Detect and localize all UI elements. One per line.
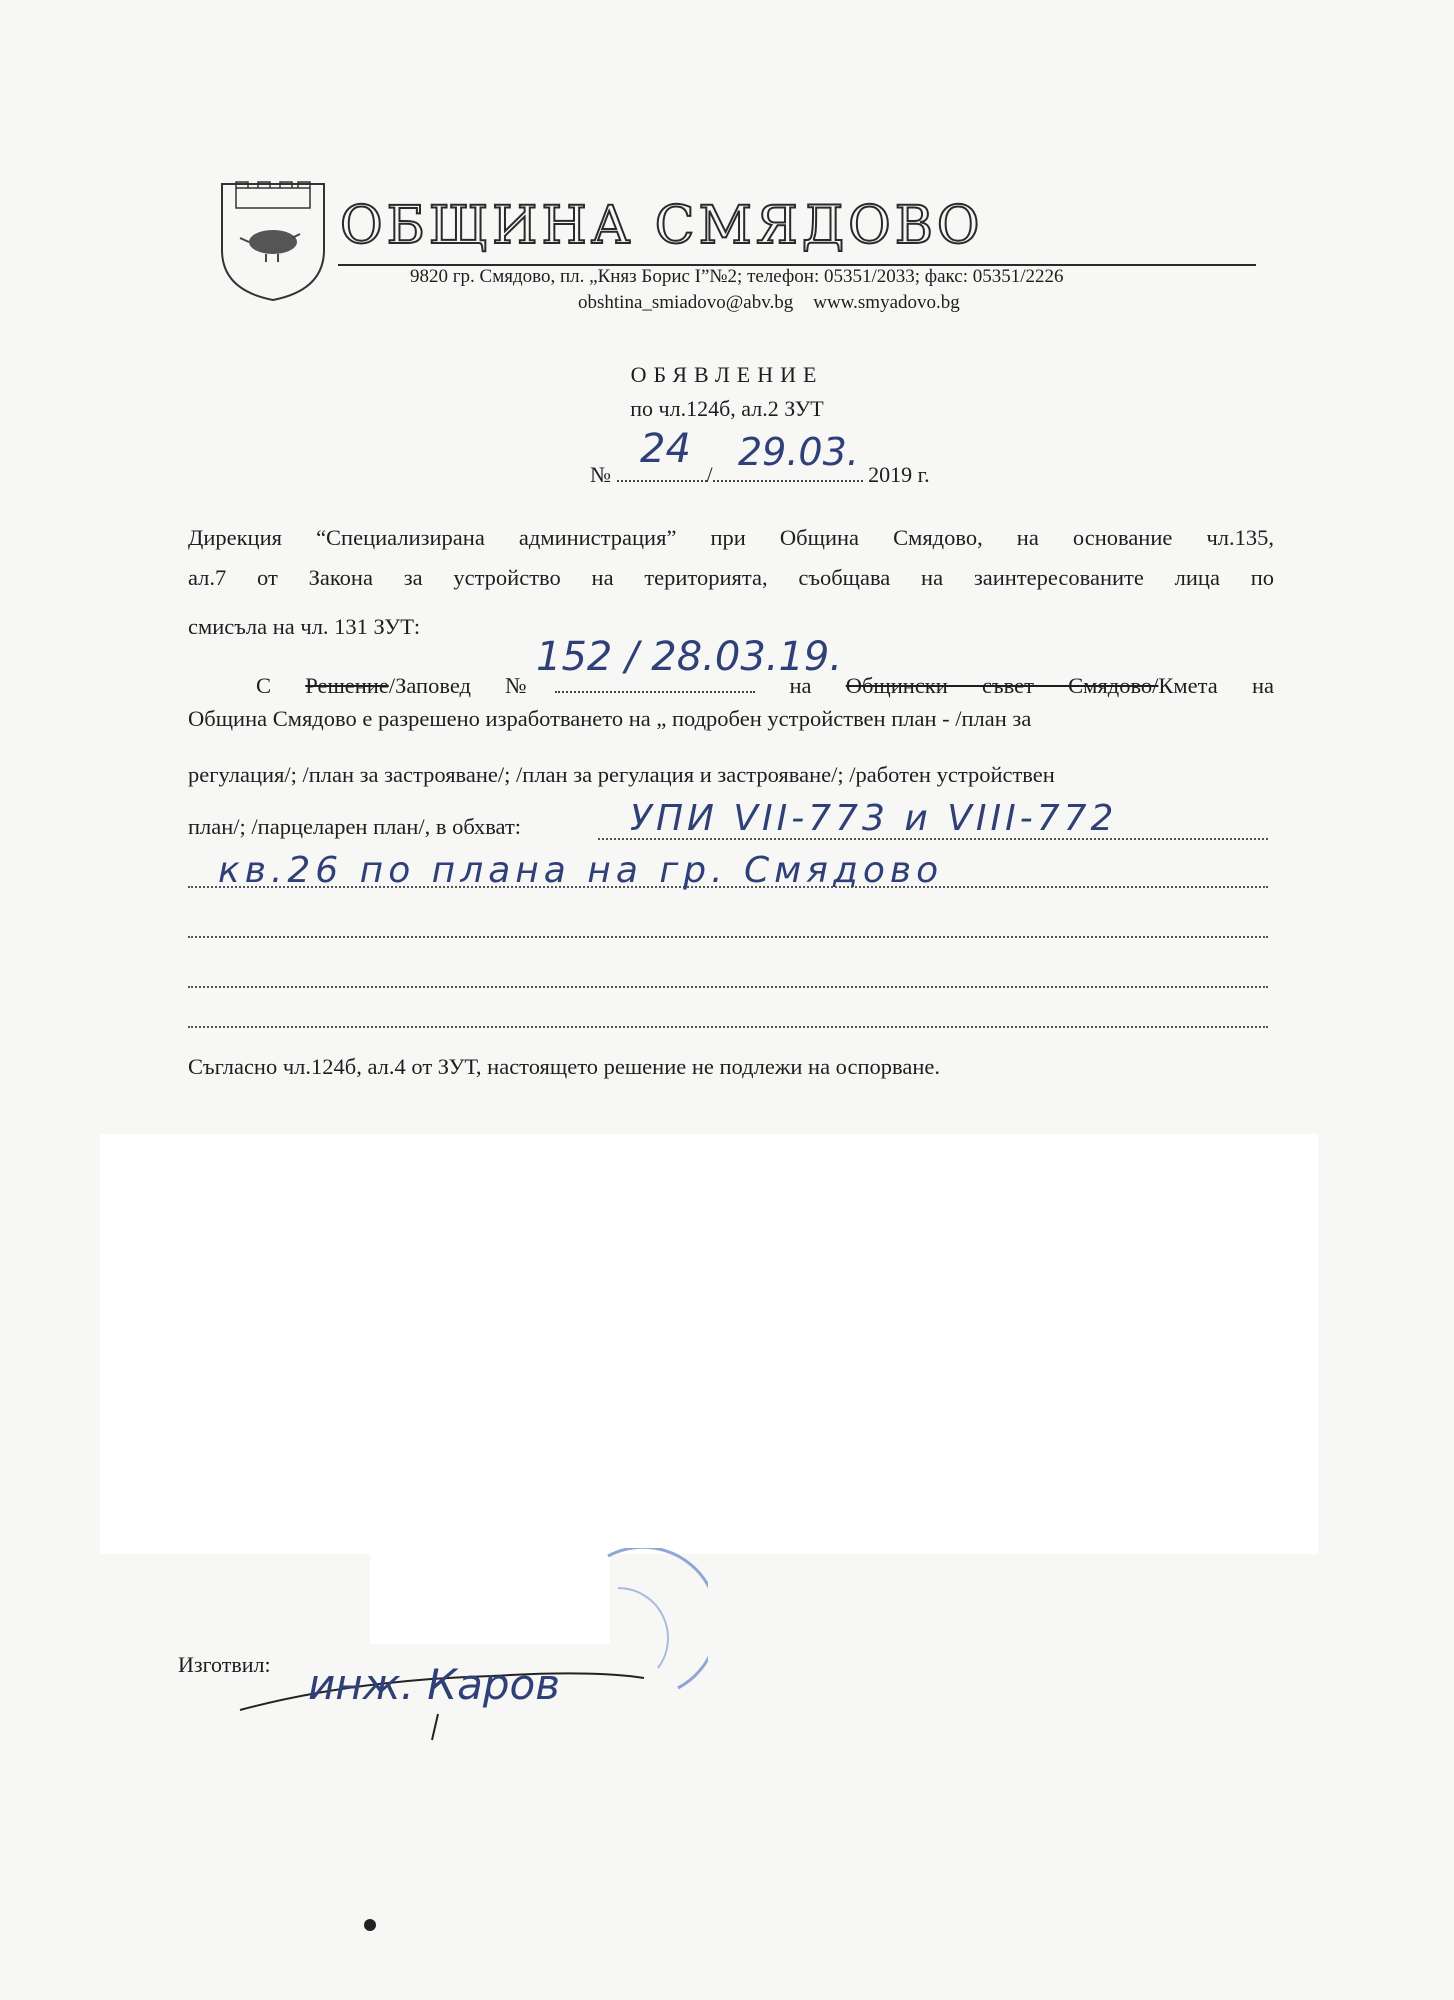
handwritten-plot: УПИ VII-773 и VIII-772	[630, 798, 1118, 839]
paragraph-2-line-2: Община Смядово е разрешено изработването на „ подробен устройствен план - /план за	[188, 706, 1032, 731]
handwritten-signature: инж. Каров	[308, 1660, 560, 1709]
document-number-line: № / 2019 г.	[590, 462, 930, 487]
paragraph-1-line: Дирекция “Специализирана администрация” при Община Смядово, на основание чл.135,	[188, 525, 1274, 550]
email: obshtina_smiadovo@abv.bg	[578, 292, 794, 313]
document-title: ОБЯВЛЕНИЕ	[630, 362, 824, 387]
ink-dot	[364, 1919, 376, 1931]
redacted-area	[100, 1134, 1318, 1554]
year-suffix: 2019 г.	[868, 462, 930, 487]
document-subtitle: по чл.124б, ал.2 ЗУТ	[630, 396, 824, 421]
handwritten-order-number: 152 / 28.03.19.	[536, 634, 843, 680]
handwritten-block: кв.26 по плана на гр. Смядово	[218, 850, 944, 891]
number-prefix: №	[590, 462, 611, 487]
handwritten-date: 29.03.	[738, 430, 859, 474]
paragraph-2-line-1: С Решение/Заповед № на Общински съвет Смядово/Кмета на	[256, 673, 1274, 698]
paragraph-1-line: ал.7 от Закона за устройство на територията, съобщава на заинтересованите лица по	[188, 565, 1274, 590]
struck-council: Общински съвет Смядово/	[845, 673, 1159, 698]
dotted-line	[188, 936, 1268, 938]
paragraph-2-line-3: регулация/; /план за застрояване/; /план за регулация и застрояване/; /работен устройствен	[188, 762, 1055, 787]
struck-decision: Решение	[305, 673, 389, 698]
final-statement: Съгласно чл.124б, ал.4 от ЗУТ, настоящето решение не подлежи на оспорване.	[188, 1054, 940, 1079]
municipality-crest-icon	[218, 180, 328, 304]
dotted-line	[188, 1026, 1268, 1028]
website: www.smyadovo.bg	[813, 292, 960, 313]
prepared-by-label: Изготвил:	[178, 1652, 271, 1677]
paragraph-1-last: смисъла на чл. 131 ЗУТ:	[188, 614, 421, 639]
handwritten-number: 24	[640, 426, 691, 472]
municipality-address: 9820 гр. Смядово, пл. „Княз Борис I”№2; телефон: 05351/2033; факс: 05351/2226	[410, 266, 1064, 287]
municipality-name: ОБЩИНА СМЯДОВО	[340, 196, 984, 256]
paragraph-2-line-4: план/; /парцеларен план/, в обхват:	[188, 814, 522, 839]
redacted-area	[370, 1554, 610, 1644]
dotted-line	[188, 986, 1268, 988]
contact-line	[578, 292, 960, 314]
paragraph-1	[188, 518, 1274, 598]
